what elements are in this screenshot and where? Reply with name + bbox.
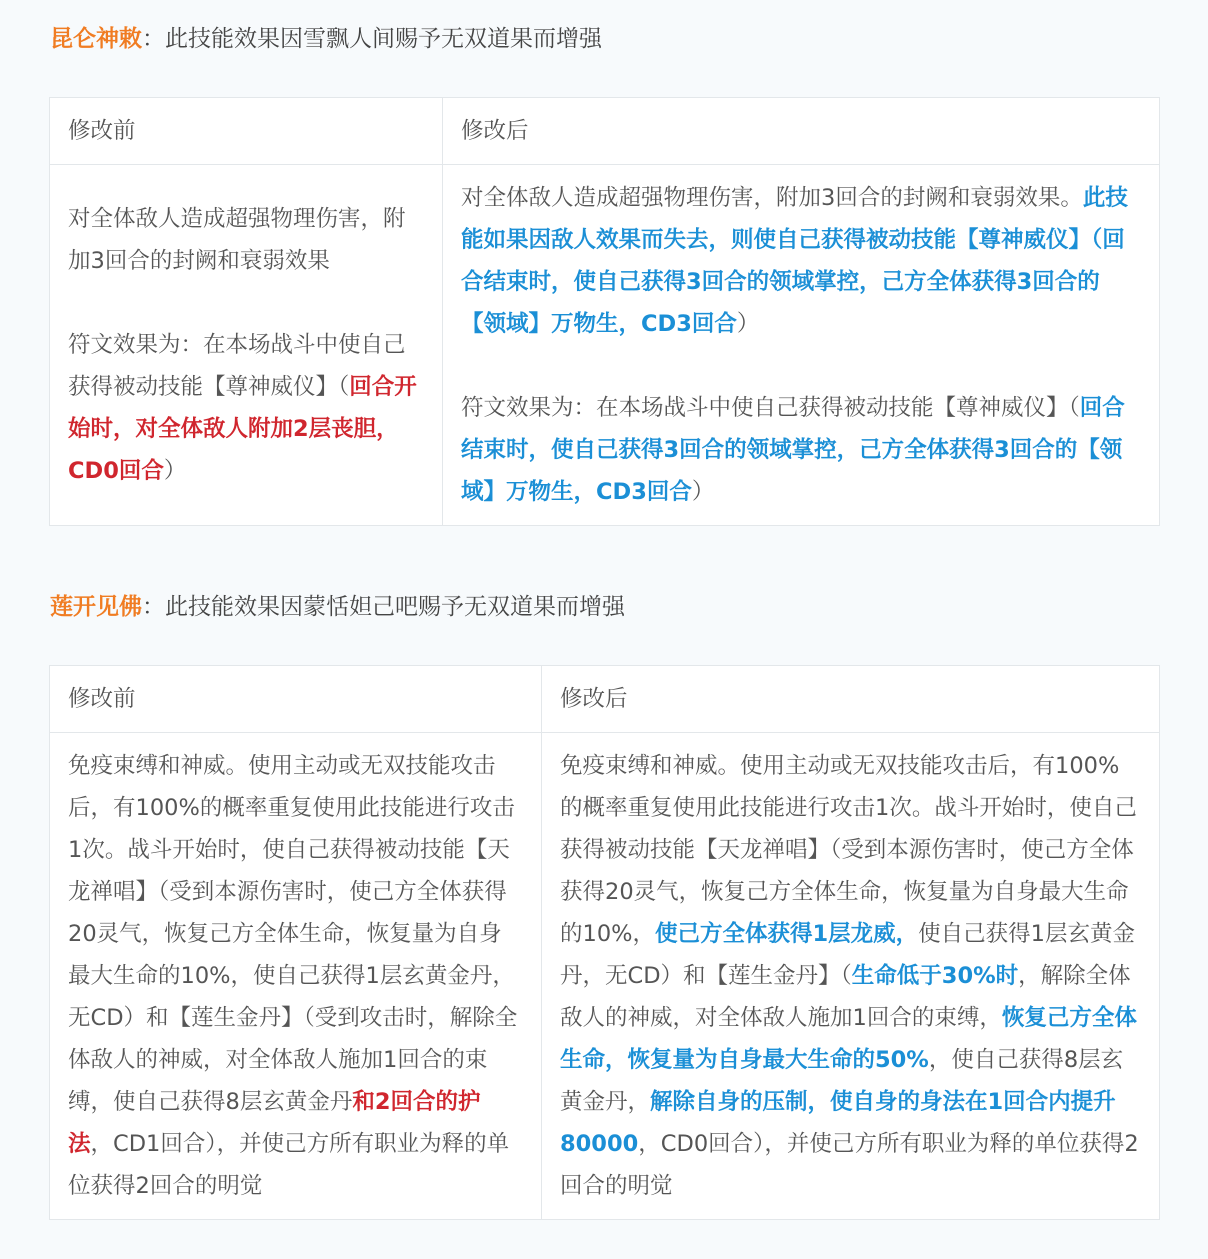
skill-name: 昆仑神敕 — [50, 26, 142, 52]
after-highlight-blue-1: 使己方全体获得1层龙威， — [655, 921, 919, 947]
cell-after — [443, 165, 1160, 526]
section-2-heading — [50, 592, 625, 622]
after-highlight-blue-2: 生命低于30%时 — [851, 963, 1019, 989]
comparison-table-2 — [49, 665, 1160, 1220]
table-header-row — [50, 98, 1160, 165]
before-highlight-red: 和2回合的护法 — [68, 1089, 481, 1157]
before-text-end: ，CD1回合），并使己方所有职业为释的单位获得2回合的明觉 — [68, 1131, 510, 1199]
after-highlight-blue-2: 回合结束时，使自己获得3回合的领域掌控，己方全体获得3回合的【领域】万物生，CD3回合 — [461, 395, 1125, 505]
after-highlight-blue-4: 解除自身的压制，使自身的身法在1回合内提升80000 — [560, 1089, 1116, 1157]
after-paragraph-2: 符文效果为：在本场战斗中使自己获得被动技能【尊神威仪】（ — [461, 395, 1080, 421]
before-paragraph-2: 符文效果为：在本场战斗中使自己获得被动技能【尊神威仪】（ — [68, 332, 406, 400]
header-before: 修改前 — [50, 666, 542, 733]
after-text-2: 使自己获得1层玄黄金丹，无CD）和【莲生金丹】（ — [560, 921, 1135, 989]
before-paragraph-1: 对全体敌人造成超强物理伤害，附加3回合的封阙和衰弱效果 — [68, 206, 406, 274]
header-after: 修改后 — [542, 666, 1160, 733]
after-paragraph-1-end: ） — [736, 311, 760, 337]
after-text-1: 免疫束缚和神威。使用主动或无双技能攻击后，有100%的概率重复使用此技能进行攻击1次。战斗开始时，使自己获得被动技能【天龙禅唱】（受到本源伤害时，使己方全体获得20灵气，恢复己方全体生命，恢复量为自身最大生命的10%， — [560, 753, 1137, 947]
section-1-heading — [50, 24, 602, 54]
table-row — [50, 165, 1160, 526]
skill-description: 此技能效果因蒙恬妲己吧赐予无双道果而增强 — [165, 594, 625, 620]
before-paragraph-2-end: ） — [163, 458, 187, 484]
table-header-row — [50, 666, 1160, 733]
after-paragraph-1: 对全体敌人造成超强物理伤害，附加3回合的封阙和衰弱效果。 — [461, 185, 1083, 211]
cell-after — [542, 733, 1160, 1220]
after-text-4: ，使自己获得8层玄黄金丹， — [560, 1047, 1124, 1115]
after-highlight-blue-3: 恢复己方全体生命，恢复量为自身最大生命的50% — [560, 1005, 1137, 1073]
cell-before — [50, 733, 542, 1220]
after-highlight-blue: 此技能如果因敌人效果而失去，则使自己获得被动技能【尊神威仪】（回合结束时，使自己获得3回合的领域掌控，己方全体获得3回合的【领域】万物生，CD3回合 — [461, 185, 1128, 337]
before-text: 免疫束缚和神威。使用主动或无双技能攻击后，有100%的概率重复使用此技能进行攻击1次。战斗开始时，使自己获得被动技能【天龙禅唱】（受到本源伤害时，使己方全体获得20灵气，恢复己方全体生命，恢复量为自身最大生命的10%，使自己获得1层玄黄金丹，无CD）和【莲生金丹】（受到攻击时，解除全体敌人的神威，对全体敌人施加1回合的束缚，使自己获得8层玄黄金丹 — [68, 753, 518, 1115]
after-paragraph-2-end: ） — [691, 479, 715, 505]
header-after: 修改后 — [443, 98, 1160, 165]
cell-before — [50, 165, 443, 526]
skill-description: 此技能效果因雪飘人间赐予无双道果而增强 — [165, 26, 602, 52]
skill-name: 莲开见佛 — [50, 594, 142, 620]
table-row — [50, 733, 1160, 1220]
comparison-table-1 — [49, 97, 1160, 526]
heading-colon: ： — [142, 594, 165, 620]
before-highlight-red: 回合开始时，对全体敌人附加2层丧胆，CD0回合 — [68, 374, 417, 484]
header-before: 修改前 — [50, 98, 443, 165]
heading-colon: ： — [142, 26, 165, 52]
after-text-3: ，解除全体敌人的神威，对全体敌人施加1回合的束缚， — [560, 963, 1131, 1031]
after-text-5: ，CD0回合），并使己方所有职业为释的单位获得2回合的明觉 — [560, 1131, 1139, 1199]
